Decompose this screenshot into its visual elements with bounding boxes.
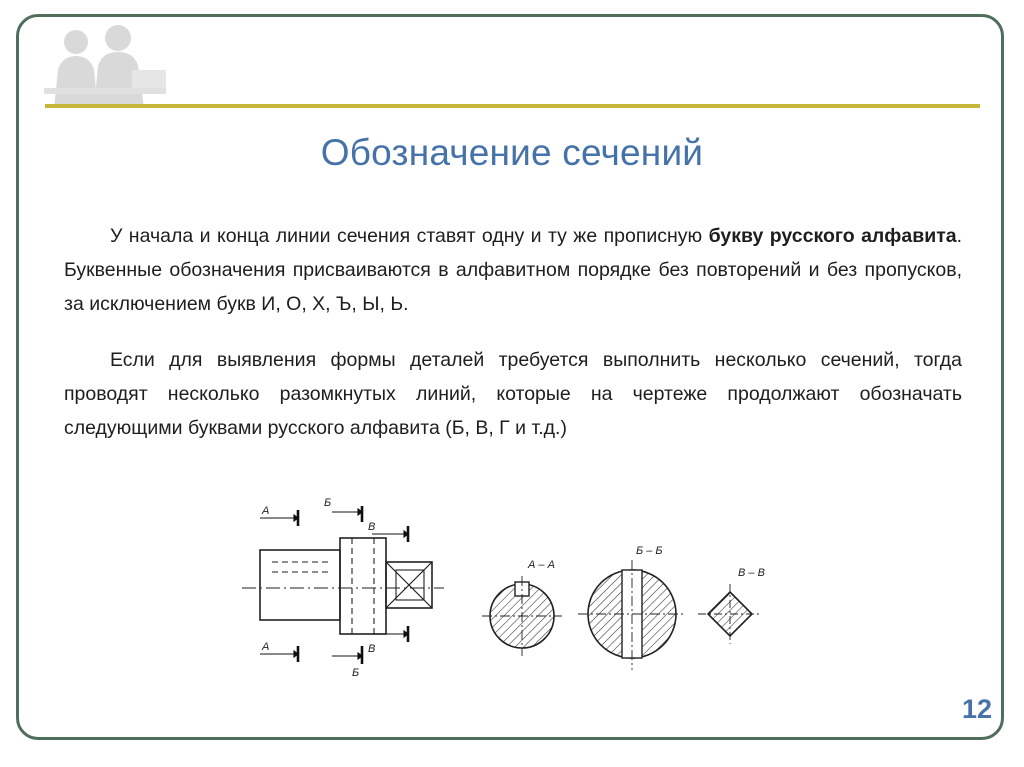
paragraph-1-bold: букву русского алфавита bbox=[708, 225, 957, 247]
section-markers bbox=[298, 506, 408, 664]
label-a-bottom: А bbox=[262, 641, 270, 653]
paragraph-1 bbox=[64, 219, 962, 321]
label-v-top: В bbox=[368, 521, 376, 533]
label-b-bottom: Б bbox=[352, 667, 360, 679]
section-v-v-label: В – В bbox=[738, 567, 765, 579]
slide-title: Обозначение сечений bbox=[320, 132, 704, 173]
section-b-b bbox=[578, 545, 686, 670]
paragraph-2: Если для выявления формы деталей требуется выполнить несколько сечений, тогда проводят несколько разомкнутых линий, которые на чертеже продолжают обозначать следующими буквами русского алфавита (Б, В, Г и т.д.) bbox=[64, 349, 962, 439]
section-drawing bbox=[232, 480, 792, 690]
section-a-a-label: А – А bbox=[528, 559, 555, 571]
section-b-b-label: Б – Б bbox=[636, 545, 663, 557]
section-v-v bbox=[698, 567, 765, 644]
paragraph-1-text-a: У начала и конца линии сечения ставят одну и ту же прописную bbox=[110, 225, 709, 247]
label-b-top: Б bbox=[324, 497, 332, 509]
people-silhouette-logo bbox=[40, 20, 170, 108]
shaft-part bbox=[242, 538, 444, 634]
section-a-a bbox=[482, 559, 562, 656]
header-rule bbox=[45, 104, 980, 108]
label-a-top: А bbox=[262, 505, 270, 517]
label-v-bottom: В bbox=[368, 643, 376, 655]
paragraph-1-text-b: . Буквенные обозначения присваиваются в алфавитном порядке без повторений и без пропусков, за исключением букв И, О, Х, Ъ, Ы, Ь. bbox=[64, 225, 963, 315]
page-number: 12 bbox=[962, 694, 993, 724]
